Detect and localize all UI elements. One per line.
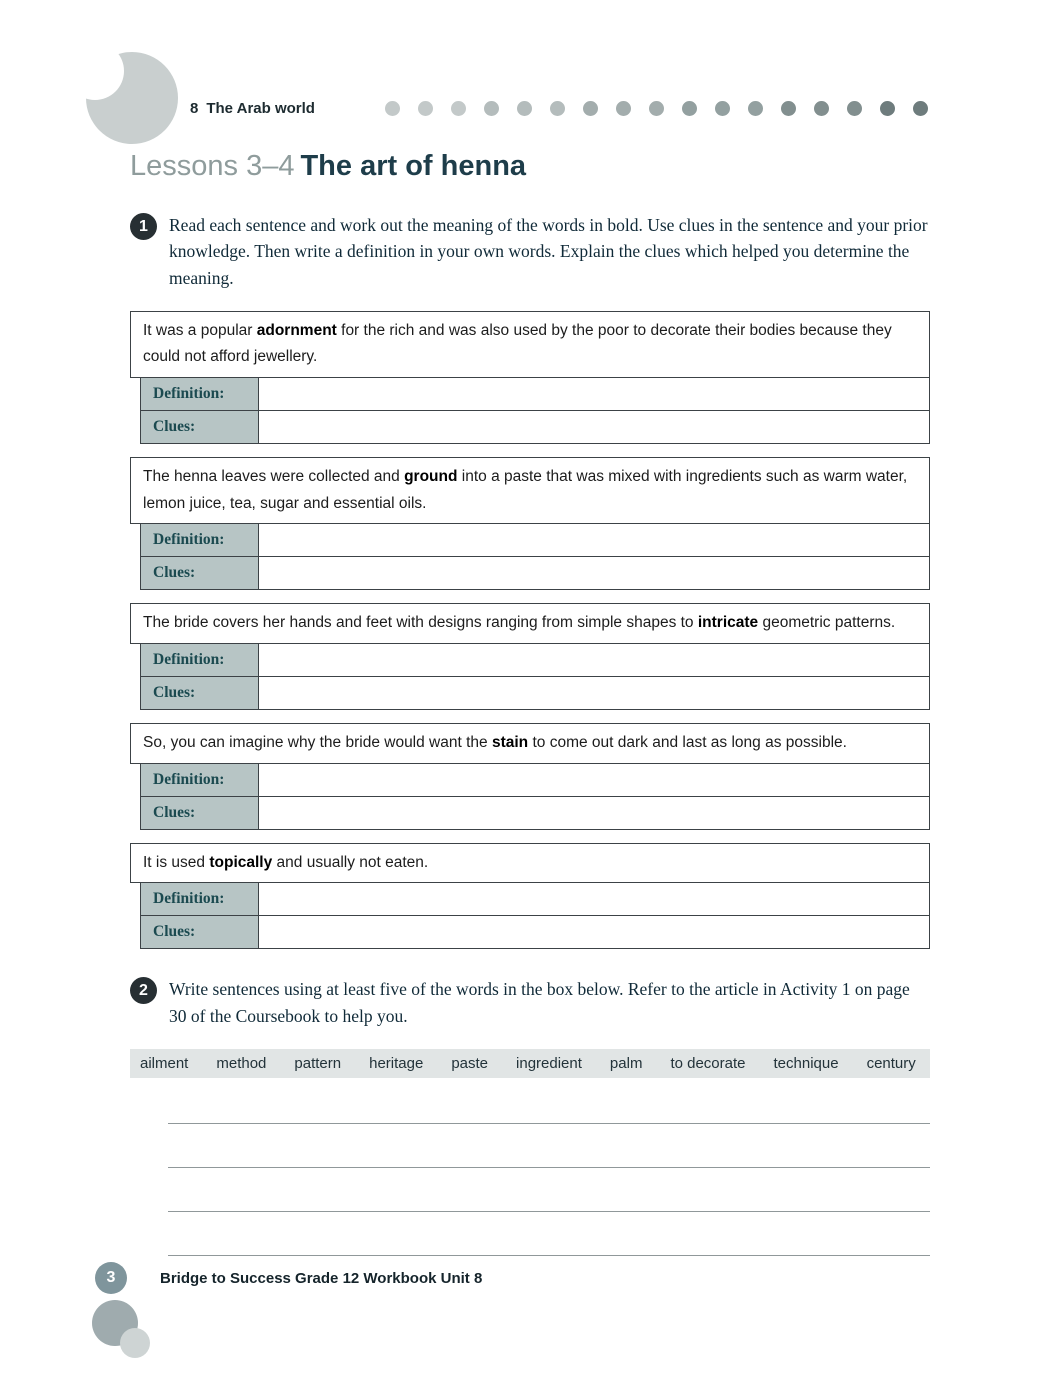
word-box-item: ailment [140, 1054, 189, 1072]
sentence-text: for the rich and was also used by the poor to decorate their bodies because they could not afford jewellery. [143, 321, 892, 366]
vocab-sentence-5 [130, 843, 930, 884]
clues-answer-field[interactable] [259, 797, 929, 829]
word-box-item: heritage [369, 1054, 424, 1072]
word-box-item: technique [773, 1054, 839, 1072]
definition-answer-field[interactable] [259, 524, 929, 556]
footer-text: Bridge to Success Grade 12 Workbook Unit 8 [160, 1269, 483, 1287]
decorative-circle [120, 1328, 150, 1358]
vocab-box-3 [130, 603, 930, 710]
sentence-text: So, you can imagine why the bride would want the [143, 734, 492, 752]
activity-2-instructions: Write sentences using at least five of the words in the box below. Refer to the article in Activity 1 on page 30 of the Coursebook to help you. [169, 979, 910, 1026]
definition-row [140, 378, 930, 411]
clues-answer-field[interactable] [259, 677, 929, 709]
sentence-text: into a paste that was mixed with ingredients such as warm water, lemon juice, tea, sugar and essential oils. [143, 468, 908, 512]
word-box [130, 1049, 930, 1078]
vocab-sentence-1 [130, 311, 930, 378]
definition-answer-field[interactable] [259, 883, 929, 915]
definition-label: Definition: [141, 883, 259, 915]
definition-answer-field[interactable] [259, 644, 929, 676]
vocab-sentence-2 [130, 457, 930, 524]
writing-line[interactable] [168, 1212, 930, 1256]
word-box-item: ingredient [516, 1054, 582, 1072]
decorative-circles-top [70, 44, 190, 149]
clues-answer-field[interactable] [259, 557, 929, 589]
word-box-item: method [216, 1054, 267, 1072]
definition-row [140, 644, 930, 677]
clues-label: Clues: [141, 557, 259, 589]
page-footer [95, 1262, 482, 1294]
vocab-sentence-4 [130, 723, 930, 764]
word-box-item: pattern [294, 1054, 342, 1072]
lesson-title: The art of henna [300, 150, 527, 182]
page-title [130, 150, 526, 183]
clues-answer-field[interactable] [259, 916, 929, 948]
bold-word: intricate [697, 614, 759, 632]
sentence-text: to come out dark and last as long as possible. [528, 734, 847, 752]
word-box-item: to decorate [670, 1054, 746, 1072]
sentence-text: It is used [143, 853, 210, 871]
definition-label: Definition: [141, 644, 259, 676]
definition-label: Definition: [141, 524, 259, 556]
page-header [190, 100, 315, 117]
sentence-text: The bride covers her hands and feet with designs ranging from simple shapes to [143, 614, 698, 632]
decorative-circle [66, 42, 124, 100]
clues-row [140, 797, 930, 830]
activity-2-number-badge: 2 [130, 977, 157, 1004]
writing-line[interactable] [168, 1168, 930, 1212]
vocab-box-5 [130, 843, 930, 950]
vocab-sentence-3 [130, 603, 930, 644]
main-content [130, 212, 930, 1256]
definition-row [140, 524, 930, 557]
page-number-badge: 3 [95, 1262, 127, 1294]
clues-label: Clues: [141, 916, 259, 948]
word-box-item: paste [451, 1054, 489, 1072]
definition-label: Definition: [141, 764, 259, 796]
header-dots-decoration [385, 101, 928, 116]
activity-1-number-badge: 1 [130, 213, 157, 240]
definition-answer-field[interactable] [259, 764, 929, 796]
clues-answer-field[interactable] [259, 411, 929, 443]
bold-word: ground [404, 468, 458, 486]
clues-label: Clues: [141, 411, 259, 443]
definition-answer-field[interactable] [259, 378, 929, 410]
vocab-box-4 [130, 723, 930, 830]
definition-label: Definition: [141, 378, 259, 410]
clues-label: Clues: [141, 797, 259, 829]
definition-row [140, 764, 930, 797]
unit-title: The Arab world [206, 100, 315, 117]
clues-row [140, 677, 930, 710]
vocab-box-2 [130, 457, 930, 590]
activity-2 [130, 976, 930, 1029]
clues-row [140, 411, 930, 444]
lessons-label: Lessons 3–4 [130, 150, 295, 182]
vocab-box-1 [130, 311, 930, 444]
writing-line[interactable] [168, 1124, 930, 1168]
sentence-text: The henna leaves were collected and [143, 468, 405, 486]
definition-row [140, 883, 930, 916]
bold-word: topically [209, 853, 273, 871]
clues-label: Clues: [141, 677, 259, 709]
decorative-circles-bottom [90, 1300, 180, 1370]
writing-lines [168, 1080, 930, 1256]
sentence-text: It was a popular [143, 321, 257, 339]
sentence-text: and usually not eaten. [272, 853, 429, 871]
bold-word: stain [491, 734, 529, 752]
bold-word: adornment [256, 321, 337, 339]
unit-number: 8 [190, 100, 199, 117]
activity-1 [130, 212, 930, 291]
sentence-text: geometric patterns. [758, 614, 896, 632]
word-box-item: century [866, 1054, 916, 1072]
clues-row [140, 916, 930, 949]
clues-row [140, 557, 930, 590]
activity-1-instructions: Read each sentence and work out the meaning of the words in bold. Use clues in the sentence and your prior knowledge. Then write a definition in your own words. Explain the clues which helped you determine the meaning. [169, 215, 928, 288]
writing-line[interactable] [168, 1080, 930, 1124]
word-box-item: palm [609, 1054, 643, 1072]
